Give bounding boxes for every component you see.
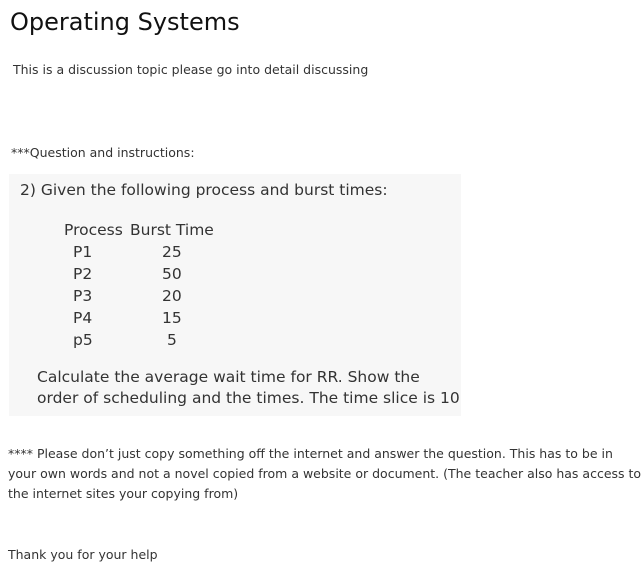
table-row [61, 241, 214, 263]
process-cell: P3 [73, 287, 93, 305]
burst-cell: 5 [166, 331, 177, 349]
burst-cell: 15 [162, 309, 182, 327]
table-row [61, 285, 214, 307]
instruction-line-2: order of scheduling and the times. The time slice is 10 [37, 389, 460, 407]
table-row [61, 263, 214, 285]
table-header-row [61, 219, 214, 241]
integrity-note: **** Please don’t just copy something off the internet and answer the question. This has to be in your own words and not a novel copied from a website or document. (The teacher also has access to the internet sites your copying from) [8, 446, 642, 501]
question-intro: 2) Given the following process and burst times: [20, 181, 388, 199]
burst-time-column-header: Burst Time [130, 221, 214, 239]
question-instructions [37, 367, 460, 409]
process-cell: P1 [73, 243, 93, 261]
thanks-text: Thank you for your help [8, 547, 158, 562]
question-heading: ***Question and instructions: [11, 145, 195, 160]
process-cell: P4 [73, 309, 93, 327]
table-row [61, 307, 214, 329]
discussion-subtitle: This is a discussion topic please go into detail discussing [13, 62, 369, 77]
process-cell: P2 [73, 265, 93, 283]
burst-cell: 50 [162, 265, 182, 283]
table-row [61, 329, 214, 351]
process-burst-table [61, 219, 214, 351]
burst-cell: 25 [162, 243, 182, 261]
question-box [9, 174, 461, 416]
page-title: Operating Systems [10, 8, 240, 36]
burst-cell: 20 [162, 287, 182, 305]
process-cell: p5 [73, 331, 93, 349]
instruction-line-1: Calculate the average wait time for RR. Show the [37, 368, 420, 386]
process-column-header: Process [64, 221, 123, 239]
